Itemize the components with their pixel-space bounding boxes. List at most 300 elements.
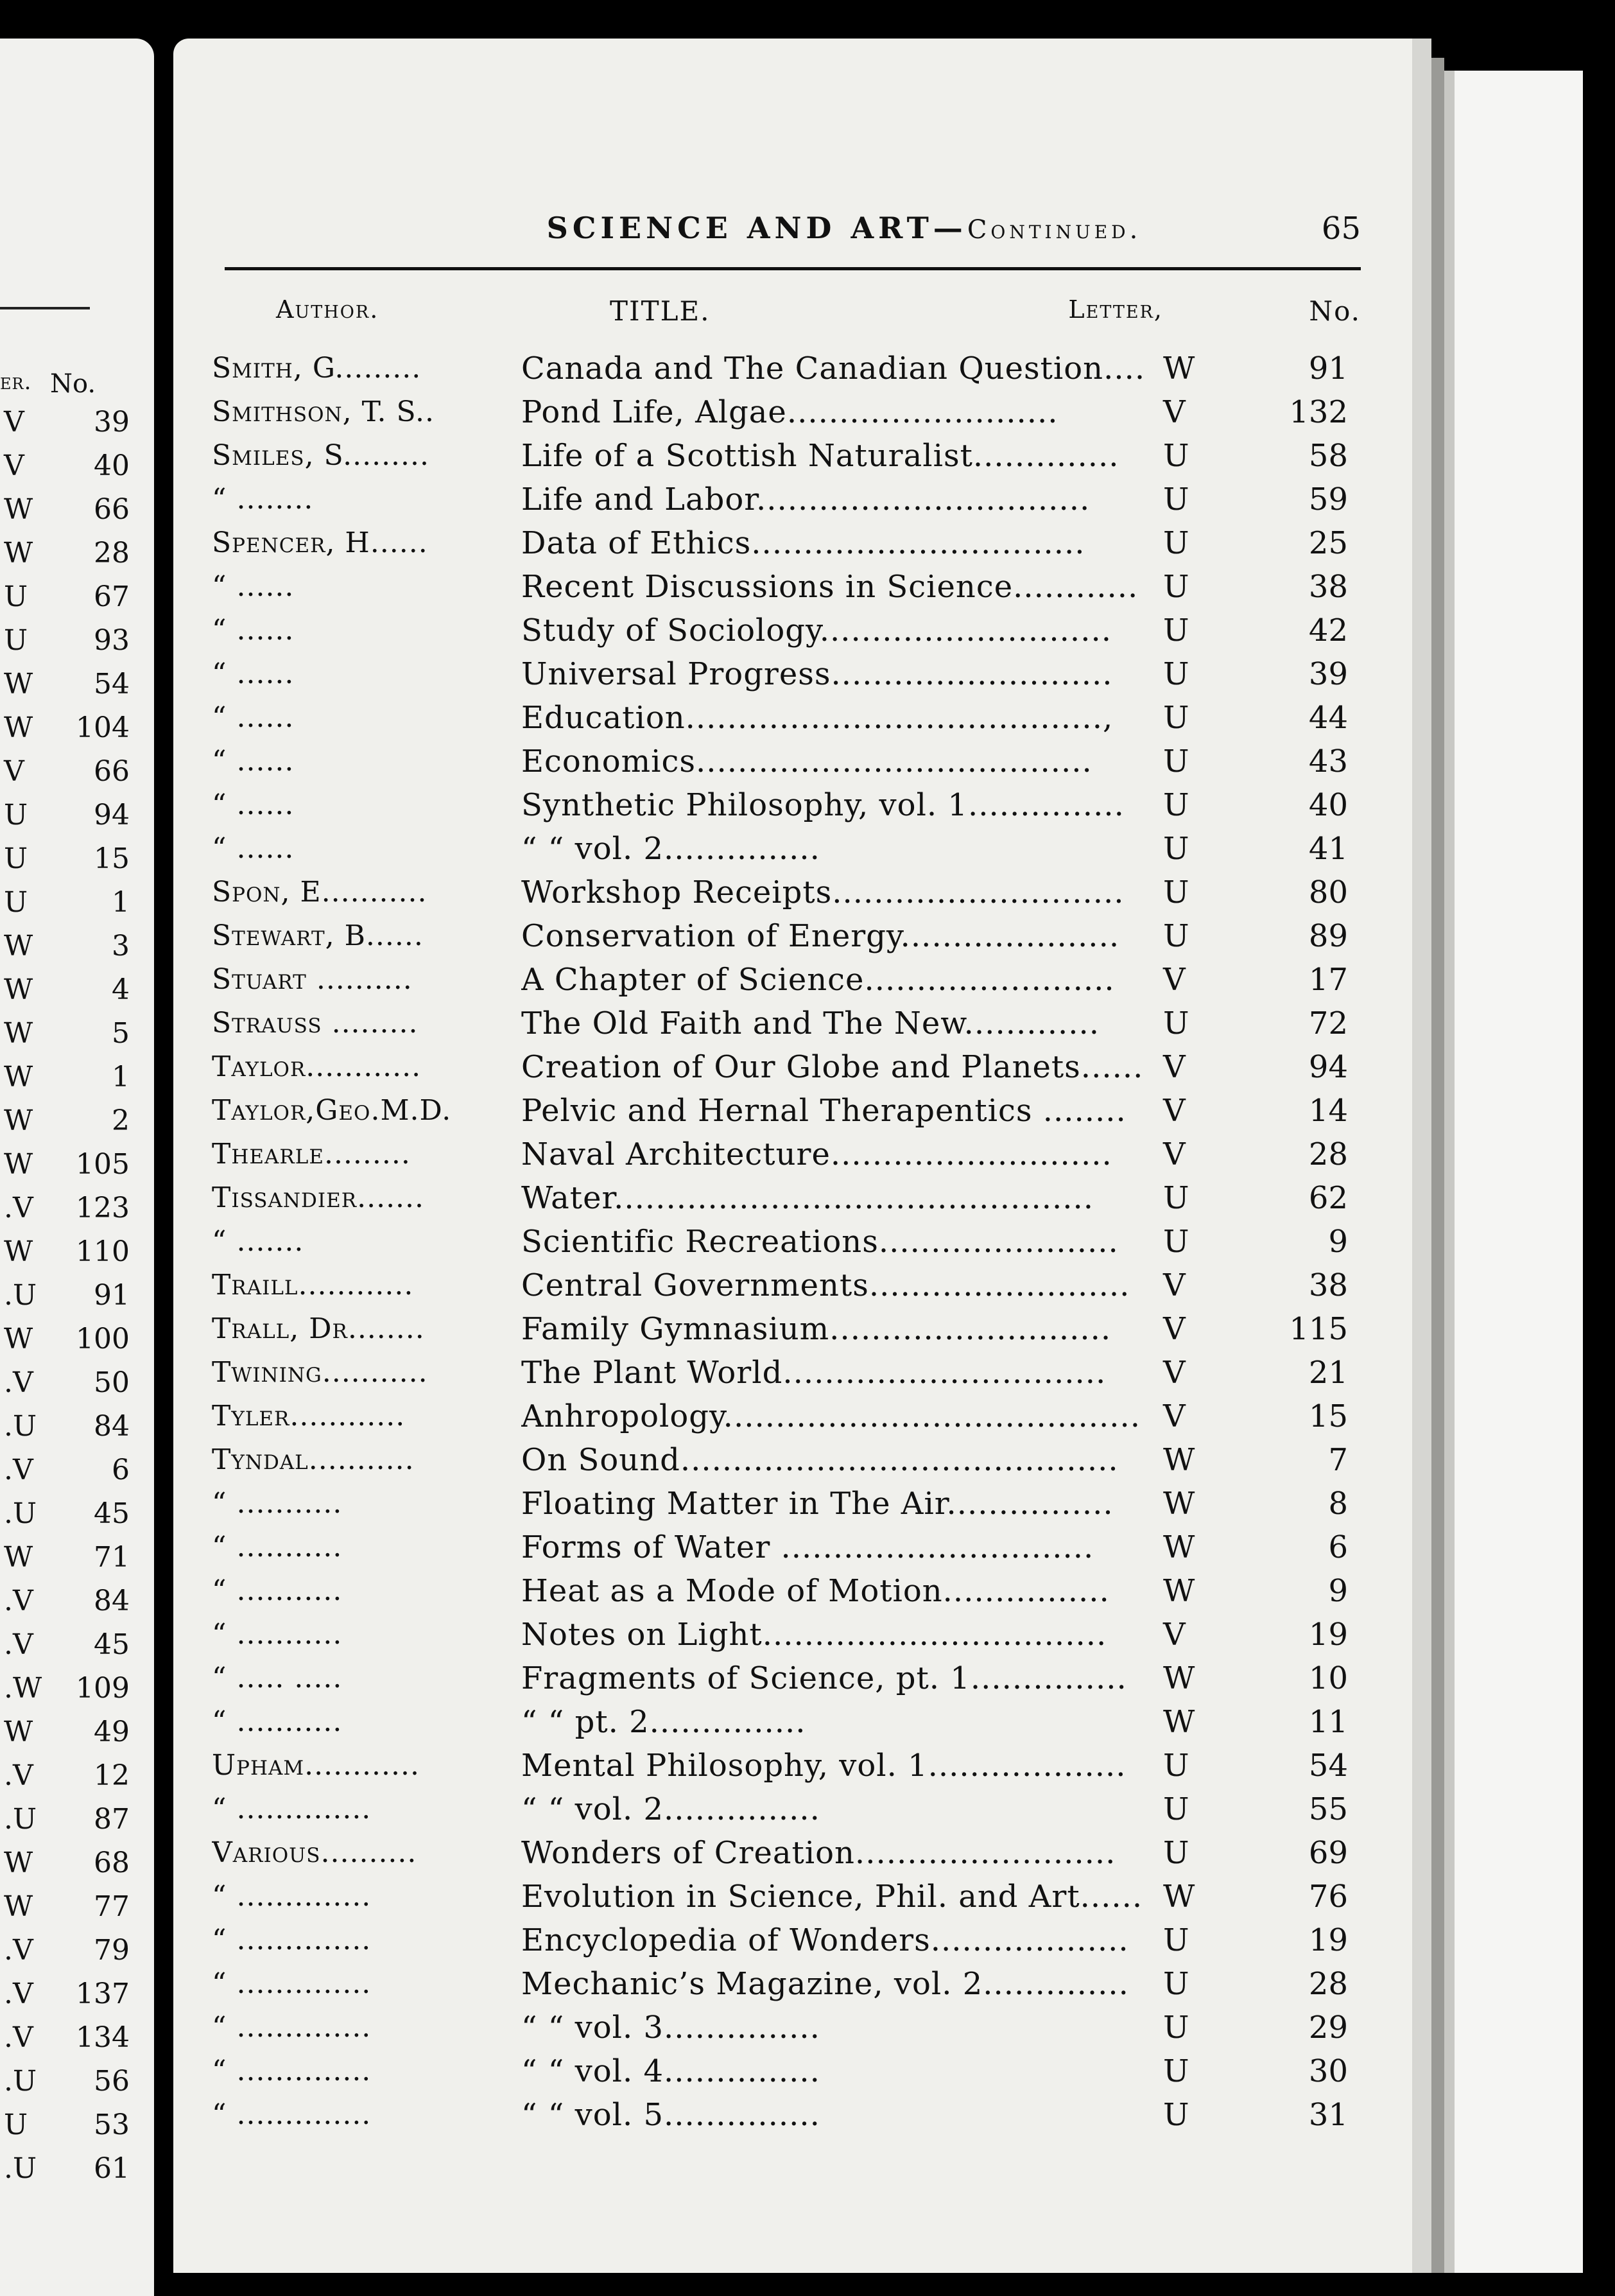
entry-title: Study of Sociology............................ <box>521 613 1112 648</box>
entry-author: Strauss ......... <box>212 1007 419 1039</box>
entry-author: “ ....... <box>212 1225 304 1258</box>
left-row-number: 54 <box>94 668 130 700</box>
entry-letter: U <box>1163 787 1189 823</box>
entry-number: 25 <box>1308 525 1348 561</box>
left-row-number: 79 <box>94 1934 130 1967</box>
left-row-letter: W <box>4 1017 33 1050</box>
entry-letter: U <box>1163 874 1189 910</box>
left-page-row <box>0 1672 154 1716</box>
entry-author: Spon, E........... <box>212 876 428 909</box>
entry-letter: W <box>1163 1879 1195 1915</box>
entry-author: “ ........ <box>212 483 314 516</box>
left-row-number: 12 <box>94 1759 130 1792</box>
left-row-letter: U <box>4 799 28 831</box>
entry-number: 72 <box>1308 1005 1348 1041</box>
left-row-letter: V <box>4 755 24 788</box>
entry-title: Scientific Recreations....................... <box>521 1224 1119 1260</box>
left-page-row <box>0 1978 154 2021</box>
entry-title: Family Gymnasium........................... <box>521 1311 1112 1347</box>
entry-title: Creation of Our Globe and Planets...... <box>521 1049 1144 1085</box>
entry-title: Mechanic’s Magazine, vol. 2.............. <box>521 1966 1129 2002</box>
next-page-edge <box>1455 71 1583 2273</box>
page-edge <box>1444 71 1455 2273</box>
entry-title: “ “ vol. 2............... <box>521 831 820 867</box>
entry-number: 91 <box>1308 351 1348 387</box>
left-row-letter: W <box>4 711 33 744</box>
left-row-number: 4 <box>112 973 130 1006</box>
entry-letter: U <box>1163 1966 1189 2002</box>
entry-number: 132 <box>1289 394 1348 430</box>
entry-title: Economics...................................... <box>521 744 1092 779</box>
entry-title: The Old Faith and The New............. <box>521 1005 1100 1041</box>
entry-title: Data of Ethics................................ <box>521 525 1085 561</box>
section-continued: Continued. <box>967 215 1142 245</box>
left-row-number: 3 <box>112 930 130 962</box>
left-row-letter: U <box>4 886 28 919</box>
catalog-entry <box>212 1220 1367 1264</box>
entry-author: “ ........... <box>212 1618 343 1651</box>
catalog-entry <box>212 1482 1367 1526</box>
left-page-row <box>0 668 154 711</box>
left-page-row <box>0 1192 154 1235</box>
entry-letter: V <box>1163 1049 1186 1085</box>
left-row-number: 61 <box>94 2152 130 2185</box>
entry-number: 115 <box>1289 1311 1348 1347</box>
catalog-entry <box>212 740 1367 783</box>
left-row-number: 100 <box>76 1323 130 1355</box>
left-page-row <box>0 1235 154 1279</box>
left-row-letter: .U <box>4 2152 37 2185</box>
left-row-letter: W <box>4 973 33 1006</box>
left-row-letter: .V <box>4 1192 33 1224</box>
left-row-number: 1 <box>112 886 130 919</box>
book-spine <box>154 0 173 2296</box>
entry-title: Central Governments......................... <box>521 1267 1130 1303</box>
entry-letter: V <box>1163 1398 1186 1434</box>
left-page-row <box>0 755 154 799</box>
main-page <box>173 39 1412 2273</box>
catalog-entry <box>212 1657 1367 1700</box>
entry-title: Forms of Water .............................. <box>521 1529 1094 1565</box>
entry-number: 69 <box>1308 1835 1348 1871</box>
left-page-row <box>0 1061 154 1104</box>
left-page-letter-header: er. <box>0 369 32 395</box>
left-row-number: 5 <box>112 1017 130 1050</box>
entry-number: 9 <box>1328 1573 1348 1609</box>
entry-author: Trall, Dr........ <box>212 1312 425 1345</box>
page-number: 65 <box>1321 211 1361 247</box>
left-row-letter: U <box>4 624 28 657</box>
catalog-entry <box>212 1438 1367 1482</box>
left-row-letter: W <box>4 1061 33 1093</box>
entry-author: Tyndal........... <box>212 1443 415 1476</box>
entry-number: 43 <box>1308 744 1348 779</box>
entry-number: 55 <box>1308 1791 1348 1827</box>
entry-title: Workshop Receipts............................ <box>521 874 1125 910</box>
entry-number: 41 <box>1308 831 1348 867</box>
catalog-entry <box>212 827 1367 871</box>
left-page-row <box>0 1323 154 1366</box>
catalog-entry <box>212 1133 1367 1176</box>
left-page-row <box>0 1366 154 1410</box>
left-row-number: 91 <box>94 1279 130 1312</box>
entry-author: “ .............. <box>212 2098 372 2131</box>
entry-author: Smithson, T. S.. <box>212 396 435 428</box>
left-page-fragment <box>0 39 154 2296</box>
entry-number: 39 <box>1308 656 1348 692</box>
catalog-entry <box>212 958 1367 1002</box>
entry-letter: V <box>1163 1267 1186 1303</box>
entry-letter: W <box>1163 1442 1195 1478</box>
entry-letter: W <box>1163 1573 1195 1609</box>
left-row-number: 137 <box>76 1978 130 2010</box>
catalog-entry <box>212 914 1367 958</box>
entry-author: “ ..... ..... <box>212 1662 343 1694</box>
left-page-rule <box>0 307 90 309</box>
left-row-letter: W <box>4 1323 33 1355</box>
entry-letter: U <box>1163 1224 1189 1260</box>
left-row-number: 123 <box>76 1192 130 1224</box>
left-row-letter: .U <box>4 1803 37 1836</box>
entry-title: “ “ pt. 2............... <box>521 1704 806 1740</box>
entry-letter: U <box>1163 569 1189 605</box>
left-row-number: 2 <box>112 1104 130 1137</box>
left-row-letter: W <box>4 1104 33 1137</box>
left-row-number: 87 <box>94 1803 130 1836</box>
entry-title: Pelvic and Hernal Therapentics ........ <box>521 1093 1127 1129</box>
entry-author: “ ...... <box>212 745 295 778</box>
left-row-number: 66 <box>94 493 130 526</box>
left-row-letter: .V <box>4 1759 33 1792</box>
catalog-entry <box>212 2049 1367 2093</box>
page-edge <box>1412 39 1431 2273</box>
entry-title: A Chapter of Science........................ <box>521 962 1115 998</box>
catalog-entry <box>212 1787 1367 1831</box>
entry-title: Synthetic Philosophy, vol. 1............... <box>521 787 1125 823</box>
entry-letter: U <box>1163 744 1189 779</box>
entry-title: Fragments of Science, pt. 1............... <box>521 1660 1127 1696</box>
entry-letter: U <box>1163 1748 1189 1784</box>
catalog-entry <box>212 783 1367 827</box>
entry-number: 59 <box>1308 482 1348 517</box>
left-row-letter: .V <box>4 1454 33 1486</box>
entry-letter: U <box>1163 656 1189 692</box>
left-row-number: 109 <box>76 1672 130 1705</box>
entry-title: Universal Progress........................... <box>521 656 1113 692</box>
left-row-letter: W <box>4 1847 33 1879</box>
entry-author: “ ........... <box>212 1574 343 1607</box>
entry-letter: V <box>1163 394 1186 430</box>
column-header-no: No. <box>1309 295 1361 327</box>
left-row-number: 1 <box>112 1061 130 1093</box>
left-page-row <box>0 1279 154 1323</box>
entry-letter: U <box>1163 2053 1189 2089</box>
entry-title: Mental Philosophy, vol. 1................... <box>521 1748 1127 1784</box>
column-header-author: Author. <box>276 295 379 324</box>
entry-letter: U <box>1163 1180 1189 1216</box>
entry-author: “ ........... <box>212 1531 343 1563</box>
left-row-letter: V <box>4 406 24 439</box>
catalog-entry <box>212 1176 1367 1220</box>
left-page-row <box>0 1628 154 1672</box>
entry-author: “ ........... <box>212 1705 343 1738</box>
left-row-letter: W <box>4 930 33 962</box>
entry-number: 44 <box>1308 700 1348 736</box>
left-row-number: 50 <box>94 1366 130 1399</box>
entry-author: “ ...... <box>212 701 295 734</box>
entry-letter: V <box>1163 1311 1186 1347</box>
entry-number: 15 <box>1308 1398 1348 1434</box>
left-row-number: 66 <box>94 755 130 788</box>
left-page-no-header: No. <box>50 369 96 399</box>
left-row-letter: U <box>4 580 28 613</box>
entry-author: Twining........... <box>212 1356 428 1389</box>
entry-number: 8 <box>1328 1486 1348 1522</box>
left-page-row <box>0 2021 154 2065</box>
entry-number: 21 <box>1308 1355 1348 1391</box>
entry-author: “ .............. <box>212 1924 372 1956</box>
catalog-entry <box>212 347 1367 390</box>
left-row-letter: .W <box>4 1672 42 1705</box>
column-header-title: TITLE. <box>610 295 711 327</box>
left-row-letter: V <box>4 449 24 482</box>
entry-number: 89 <box>1308 918 1348 954</box>
left-row-letter: W <box>4 493 33 526</box>
entry-title: Life of a Scottish Naturalist.............. <box>521 438 1119 474</box>
catalog-entry <box>212 565 1367 609</box>
left-row-letter: U <box>4 2109 28 2141</box>
entry-letter: V <box>1163 1617 1186 1653</box>
left-page-row <box>0 1454 154 1497</box>
entry-letter: U <box>1163 831 1189 867</box>
entry-letter: W <box>1163 1486 1195 1522</box>
entry-title: Education........................................, <box>521 700 1114 736</box>
entry-title: Life and Labor................................ <box>521 482 1091 517</box>
left-page-row <box>0 1890 154 1934</box>
left-row-letter: .V <box>4 1934 33 1967</box>
catalog-entry <box>212 1307 1367 1351</box>
left-row-letter: .U <box>4 1410 37 1443</box>
left-row-number: 53 <box>94 2109 130 2141</box>
left-page-row <box>0 1410 154 1454</box>
entry-title: Evolution in Science, Phil. and Art...... <box>521 1879 1143 1915</box>
entry-letter: W <box>1163 351 1195 387</box>
left-row-letter: .V <box>4 1628 33 1661</box>
left-page-row <box>0 711 154 755</box>
entry-number: 38 <box>1308 569 1348 605</box>
entry-number: 19 <box>1308 1922 1348 1958</box>
entry-title: Canada and The Canadian Question.... <box>521 351 1146 387</box>
left-row-number: 28 <box>94 537 130 570</box>
left-row-letter: .U <box>4 2065 37 2098</box>
entry-number: 10 <box>1308 1660 1348 1696</box>
catalog-entry <box>212 390 1367 434</box>
entry-number: 14 <box>1308 1093 1348 1129</box>
left-row-number: 71 <box>94 1541 130 1574</box>
entry-author: Stewart, B...... <box>212 919 424 952</box>
left-row-letter: W <box>4 1716 33 1748</box>
page-edge-shadow <box>1431 58 1444 2273</box>
entry-title: Anhropology........................................ <box>521 1398 1141 1434</box>
entry-author: Taylor............ <box>212 1050 422 1083</box>
left-page-row <box>0 2065 154 2109</box>
entry-author: “ .............. <box>212 1880 372 1913</box>
entry-number: 54 <box>1308 1748 1348 1784</box>
left-row-letter: W <box>4 1890 33 1923</box>
entry-number: 94 <box>1308 1049 1348 1085</box>
entry-number: 9 <box>1328 1224 1348 1260</box>
catalog-entry <box>212 2006 1367 2049</box>
left-row-number: 15 <box>94 842 130 875</box>
entry-title: Wonders of Creation......................... <box>521 1835 1116 1871</box>
entry-title: “ “ vol. 2............... <box>521 1791 820 1827</box>
entry-letter: W <box>1163 1529 1195 1565</box>
catalog-entry <box>212 1918 1367 1962</box>
entry-number: 28 <box>1308 1136 1348 1172</box>
catalog-entry <box>212 1045 1367 1089</box>
entry-author: Tissandier....... <box>212 1181 425 1214</box>
left-row-number: 6 <box>112 1454 130 1486</box>
left-row-number: 40 <box>94 449 130 482</box>
entry-author: “ ...... <box>212 832 295 865</box>
entry-letter: U <box>1163 1791 1189 1827</box>
entry-title: “ “ vol. 5............... <box>521 2097 820 2133</box>
entry-author: Taylor,Geo.M.D. <box>212 1094 452 1127</box>
entry-letter: U <box>1163 700 1189 736</box>
entry-letter: U <box>1163 1005 1189 1041</box>
catalog-entry <box>212 1526 1367 1569</box>
entry-letter: W <box>1163 1704 1195 1740</box>
entry-author: “ .............. <box>212 1793 372 1825</box>
entry-letter: W <box>1163 1660 1195 1696</box>
catalog-entry <box>212 871 1367 914</box>
left-page-row <box>0 1017 154 1061</box>
entry-title: “ “ vol. 3............... <box>521 2010 820 2046</box>
left-row-number: 84 <box>94 1410 130 1443</box>
entry-number: 6 <box>1328 1529 1348 1565</box>
entry-letter: U <box>1163 613 1189 648</box>
left-page-row <box>0 580 154 624</box>
left-page-row <box>0 2152 154 2196</box>
catalog-entry <box>212 696 1367 740</box>
entry-author: “ ...... <box>212 657 295 690</box>
left-row-number: 94 <box>94 799 130 831</box>
entry-title: Water.............................................. <box>521 1180 1094 1216</box>
left-page-row <box>0 449 154 493</box>
catalog-entry <box>212 434 1367 478</box>
left-row-number: 93 <box>94 624 130 657</box>
entry-author: Spencer, H...... <box>212 526 428 559</box>
entry-letter: V <box>1163 1136 1186 1172</box>
left-row-letter: .U <box>4 1279 37 1312</box>
entry-letter: U <box>1163 438 1189 474</box>
entry-letter: U <box>1163 2010 1189 2046</box>
entry-number: 7 <box>1328 1442 1348 1478</box>
entry-number: 42 <box>1308 613 1348 648</box>
entry-letter: U <box>1163 918 1189 954</box>
left-page-row <box>0 1148 154 1192</box>
left-page-row <box>0 1104 154 1148</box>
entry-title: “ “ vol. 4............... <box>521 2053 820 2089</box>
entry-letter: U <box>1163 482 1189 517</box>
entry-title: Heat as a Mode of Motion................ <box>521 1573 1110 1609</box>
entry-author: “ .............. <box>212 1967 372 2000</box>
left-row-letter: W <box>4 537 33 570</box>
entry-number: 19 <box>1308 1617 1348 1653</box>
header-rule <box>225 267 1361 270</box>
left-row-letter: U <box>4 842 28 875</box>
catalog-entry <box>212 652 1367 696</box>
left-row-number: 110 <box>76 1235 130 1268</box>
entry-number: 29 <box>1308 2010 1348 2046</box>
left-row-number: 68 <box>94 1847 130 1879</box>
entry-title: Encyclopedia of Wonders................... <box>521 1922 1129 1958</box>
entry-number: 38 <box>1308 1267 1348 1303</box>
left-row-letter: .V <box>4 1366 33 1399</box>
left-row-letter: W <box>4 1148 33 1181</box>
entry-author: Smiles, S......... <box>212 439 430 472</box>
catalog-entry <box>212 609 1367 652</box>
entry-author: “ ...... <box>212 788 295 821</box>
entry-letter: V <box>1163 1355 1186 1391</box>
left-row-number: 45 <box>94 1628 130 1661</box>
entry-author: Thearle......... <box>212 1138 411 1170</box>
catalog-entry <box>212 2093 1367 2137</box>
left-page-row <box>0 1847 154 1890</box>
entry-title: Recent Discussions in Science............ <box>521 569 1139 605</box>
column-header-letter: Letter, <box>1068 295 1163 324</box>
left-page-row <box>0 1541 154 1585</box>
entry-title: Naval Architecture........................... <box>521 1136 1112 1172</box>
left-row-letter: .V <box>4 1585 33 1617</box>
left-row-number: 105 <box>76 1148 130 1181</box>
left-page-row <box>0 1759 154 1803</box>
entry-title: Pond Life, Algae.......................... <box>521 394 1058 430</box>
entry-author: Smith, G......... <box>212 352 422 385</box>
catalog-entry <box>212 1002 1367 1045</box>
catalog-entry <box>212 1089 1367 1133</box>
left-page-row <box>0 624 154 668</box>
left-row-number: 104 <box>76 711 130 744</box>
left-row-number: 77 <box>94 1890 130 1923</box>
catalog-entry <box>212 1962 1367 2006</box>
left-page-row <box>0 1716 154 1759</box>
entry-letter: V <box>1163 1093 1186 1129</box>
catalog-entry <box>212 1875 1367 1918</box>
entry-number: 58 <box>1308 438 1348 474</box>
catalog-entry <box>212 1744 1367 1787</box>
entry-letter: U <box>1163 2097 1189 2133</box>
left-row-letter: W <box>4 1541 33 1574</box>
entry-author: Various.......... <box>212 1836 417 1869</box>
entry-author: Stuart .......... <box>212 963 413 996</box>
left-row-letter: .V <box>4 1978 33 2010</box>
left-row-number: 56 <box>94 2065 130 2098</box>
entry-title: Conservation of Energy..................... <box>521 918 1120 954</box>
left-page-row <box>0 1497 154 1541</box>
left-page-row <box>0 930 154 973</box>
left-row-number: 134 <box>76 2021 130 2054</box>
catalog-entry <box>212 1351 1367 1395</box>
catalog-entry <box>212 1569 1367 1613</box>
entry-number: 80 <box>1308 874 1348 910</box>
left-page-row <box>0 973 154 1017</box>
left-row-number: 67 <box>94 580 130 613</box>
left-row-letter: .U <box>4 1497 37 1530</box>
catalog-entry <box>212 1395 1367 1438</box>
entry-number: 30 <box>1308 2053 1348 2089</box>
entry-author: Traill............ <box>212 1269 414 1301</box>
